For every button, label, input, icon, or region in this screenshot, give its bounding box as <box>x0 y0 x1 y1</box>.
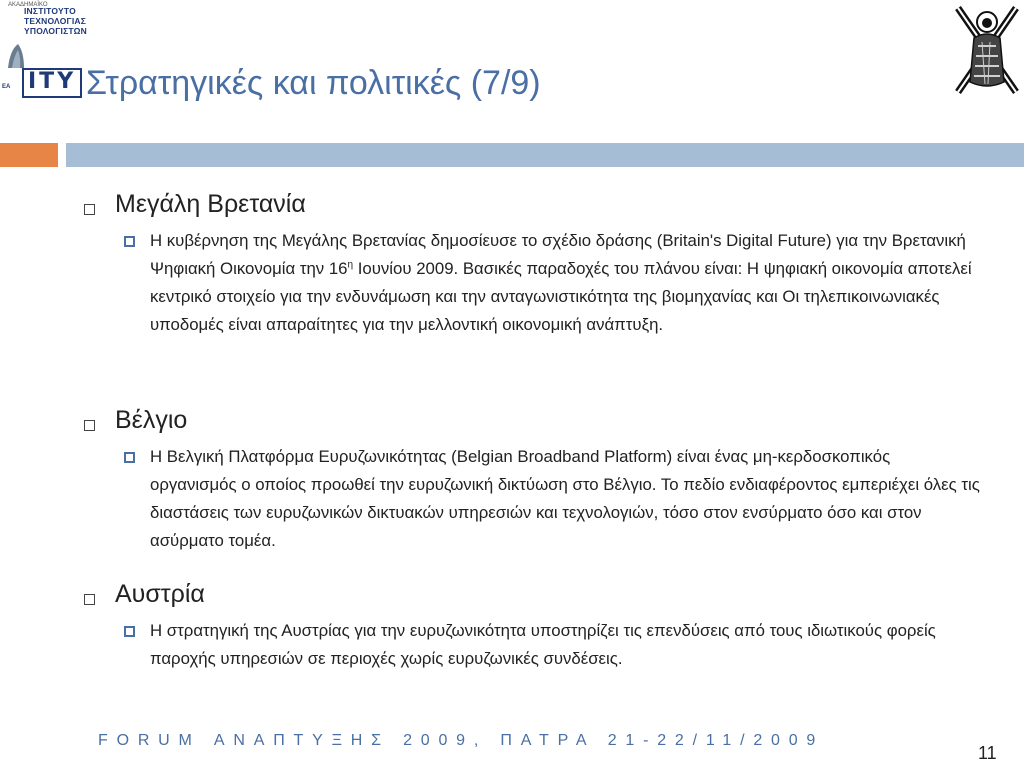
footer-text: FORUM ΑΝΑΠΤΥΞΗΣ 2009, ΠΑΤΡΑ 21-22/11/2009 <box>98 732 825 749</box>
item-text: Η Βελγική Πλατφόρμα Ευρυζωνικότητας (Belgian Broadband Platform) είναι ένας μη-κερδοσκοπικός οργανισμός ο οποίος προωθεί την ευρυζωνική δικτύωση στο Βέλγιο. Το πεδίο ενδιαφέροντος εμπεριέχει όλες τις διαστάσεις των ευρυζωνικών δικτυακών υπηρεσιών και τεχνολογιών, τόσο στον ενσύρματο όσο και στον ασύρματο τομέα. <box>150 447 980 550</box>
logo-emblem-icon <box>4 40 28 70</box>
saint-andrew-emblem-icon <box>952 2 1022 96</box>
section-bullet-icon <box>84 420 95 431</box>
section-bullet-icon <box>84 594 95 605</box>
item-bullet-icon <box>124 236 135 247</box>
item-bullet-icon <box>124 626 135 637</box>
item-text-part2: Ιουνίου 2009. Βασικές παραδοχές του πλάνου είναι: Η ψηφιακή οικονομία αποτελεί κεντρικό στοιχείο για την ενδυνάμωση και την ανταγωνιστικότητα της βιομηχανίας και Οι τηλεπικοινωνιακές υποδομές είναι απαραίτητες για την μελλοντική οικονομική ανάπτυξη. <box>150 259 972 334</box>
logo-ea: ΕΑ <box>2 84 11 90</box>
page-number: 11 <box>978 743 997 763</box>
list-item <box>150 443 980 555</box>
section-bullet-icon <box>84 204 95 215</box>
header-accent-orange <box>0 143 58 167</box>
section-heading: Αυστρία <box>115 580 205 608</box>
logo-line-2: ΤΕΧΝΟΛΟΓΙΑΣ <box>24 16 87 26</box>
list-item <box>150 227 980 339</box>
section-heading: Μεγάλη Βρετανία <box>115 190 306 218</box>
logo-line-1: ΙΝΣΤΙΤΟΥΤΟ <box>24 6 76 16</box>
item-text: Η στρατηγική της Αυστρίας για την ευρυζωνικότητα υποστηρίζει τις επενδύσεις από τους ιδιωτικούς φορείς παροχής υπηρεσιών σε περιοχές χωρίς ευρυζωνικές συνδέσεις. <box>150 621 936 668</box>
cti-logo <box>0 0 88 96</box>
section-heading: Βέλγιο <box>115 406 188 434</box>
logo-line-3: ΥΠΟΛΟΓΙΣΤΩΝ <box>24 26 88 36</box>
section-belgium <box>80 406 980 580</box>
slide-title: Στρατηγικές και πολιτικές (7/9) <box>86 64 541 102</box>
item-text-part1: Η κυβέρνηση της Μεγάλης Βρετανίας δημοσίευσε το σχέδιο δράσης (Britain's Digital Future) για την Βρετανική Ψηφιακή Οικονομία την 16 <box>150 231 966 278</box>
section-uk <box>80 190 980 406</box>
header-accent-blue <box>66 143 1024 167</box>
list-item <box>150 617 980 673</box>
logo-acronym: ITY <box>28 69 77 94</box>
slide-content <box>80 190 980 673</box>
logo-acronym-box <box>22 68 82 98</box>
logo-small-text: ΑΚΑΔΗΜΑΪΚΟ <box>8 2 48 8</box>
section-austria <box>80 580 980 673</box>
item-superscript: η <box>347 259 354 271</box>
item-bullet-icon <box>124 452 135 463</box>
